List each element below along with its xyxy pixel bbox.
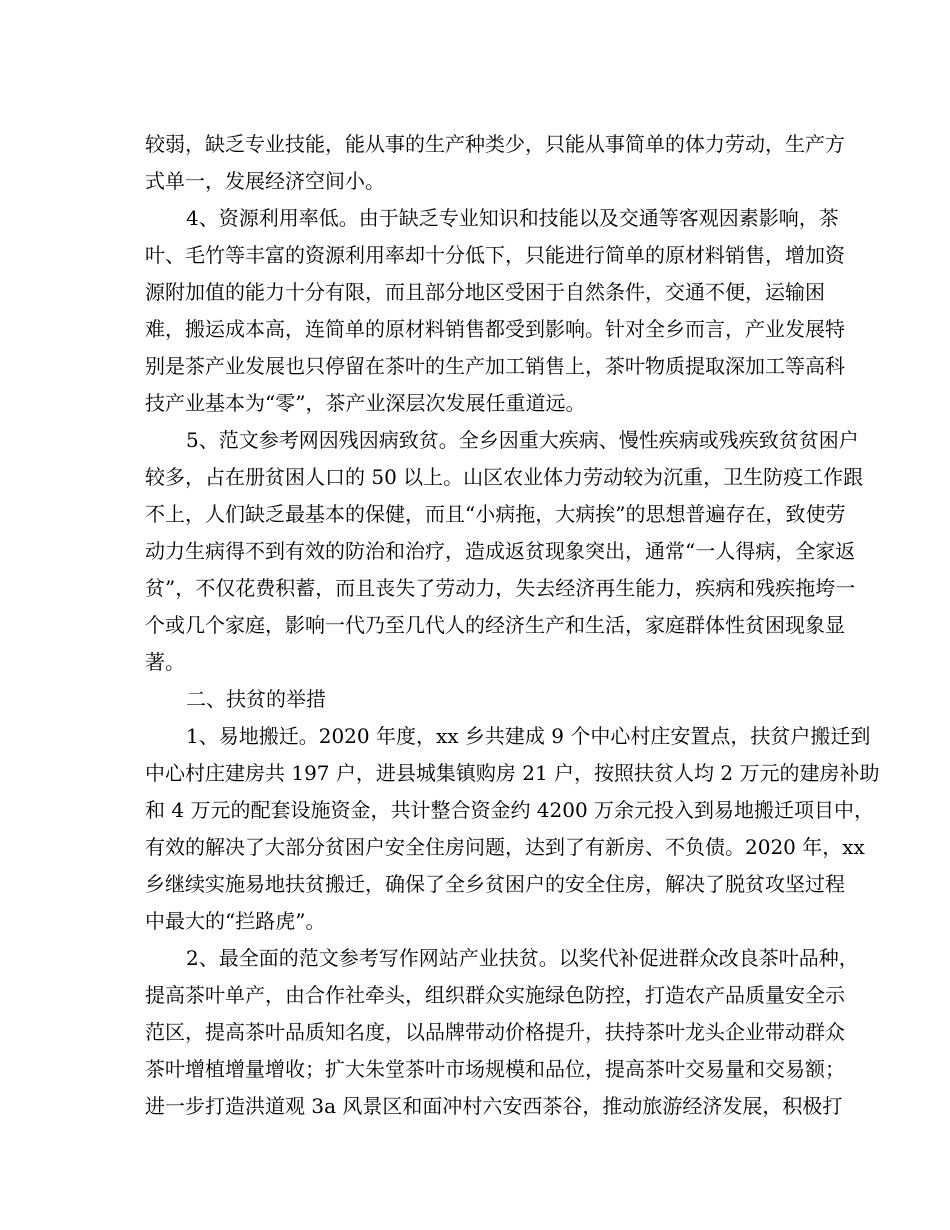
text-line: 2、最全面的范文参考写作网站产业扶贫。以奖代补促进群众改良茶叶品种， — [186, 946, 859, 970]
text-line: 乡继续实施易地扶贫搬迁，确保了全乡贫困户的安全住房，解决了脱贫攻坚过程 — [145, 872, 845, 896]
text-line: 范区，提高茶叶品质知名度，以品牌带动价格提升，扶持茶叶龙头企业带动群众 — [145, 1020, 845, 1044]
text-line: 有效的解决了大部分贫困户安全住房问题，达到了有新房、不负债。2020 年，xx — [145, 835, 865, 859]
text-line: 较多，占在册贫困人口的 50 以上。山区农业体力劳动较为沉重，卫生防疫工作跟 — [145, 465, 864, 489]
text-line: 技产业基本为“零”，茶产业深层次发展任重道远。 — [145, 391, 586, 415]
text-line: 贫”，不仅花费积蓄，而且丧失了劳动力，失去经济再生能力，疾病和残疾拖垮一 — [145, 576, 856, 600]
text-line: 较弱，缺乏专业技能，能从事的生产种类少，只能从事简单的体力劳动，生产方 — [145, 132, 845, 156]
text-line: 茶叶增植增量增收；扩大朱堂茶叶市场规模和品位，提高茶叶交易量和交易额； — [145, 1057, 845, 1081]
text-line: 中最大的“拦路虎”。 — [145, 909, 326, 933]
text-line: 源附加值的能力十分有限，而且部分地区受困于自然条件，交通不便，运输困 — [145, 280, 825, 304]
text-line: 式单一，发展经济空间小。 — [145, 169, 385, 193]
text-line: 别是茶产业发展也只停留在茶叶的生产加工销售上，茶叶物质提取深加工等高科 — [145, 354, 845, 378]
text-line: 著。 — [145, 650, 185, 674]
text-line: 5、范文参考网因残因病致贫。全乡因重大疾病、慢性疾病或残疾致贫贫困户 — [186, 428, 859, 452]
text-line: 个或几个家庭，影响一代乃至几代人的经济生产和生活，家庭群体性贫困现象显 — [145, 613, 845, 637]
text-line: 叶、毛竹等丰富的资源利用率却十分低下，只能进行简单的原材料销售，增加资 — [145, 243, 845, 267]
text-line: 难，搬运成本高，连简单的原材料销售都受到影响。针对全乡而言，产业发展特 — [145, 317, 845, 341]
text-line: 和 4 万元的配套设施资金，共计整合资金约 4200 万余元投入到易地搬迁项目中， — [145, 798, 875, 822]
text-line: 进一步打造洪道观 3a 风景区和面冲村六安西茶谷，推动旅游经济发展，积极打 — [145, 1094, 843, 1118]
text-line: 4、资源利用率低。由于缺乏专业知识和技能以及交通等客观因素影响，茶 — [186, 206, 839, 230]
text-line: 不上，人们缺乏最基本的保健，而且“小病拖，大病挨”的思想普遍存在，致使劳 — [145, 502, 846, 526]
text-line: 中心村庄建房共 197 户，进县城集镇购房 21 户，按照扶贫人均 2 万元的建房补助 — [145, 761, 880, 785]
text-line: 1、易地搬迁。2020 年度，xx 乡共建成 9 个中心村庄安置点，扶贫户搬迁到 — [186, 724, 871, 748]
text-line: 提高茶叶单产，由合作社牵头，组织群众实施绿色防控，打造农产品质量安全示 — [145, 983, 845, 1007]
text-line: 动力生病得不到有效的防治和治疗，造成返贫现象突出，通常“一人得病，全家返 — [145, 539, 856, 563]
section-heading: 二、扶贫的举措 — [186, 687, 326, 711]
